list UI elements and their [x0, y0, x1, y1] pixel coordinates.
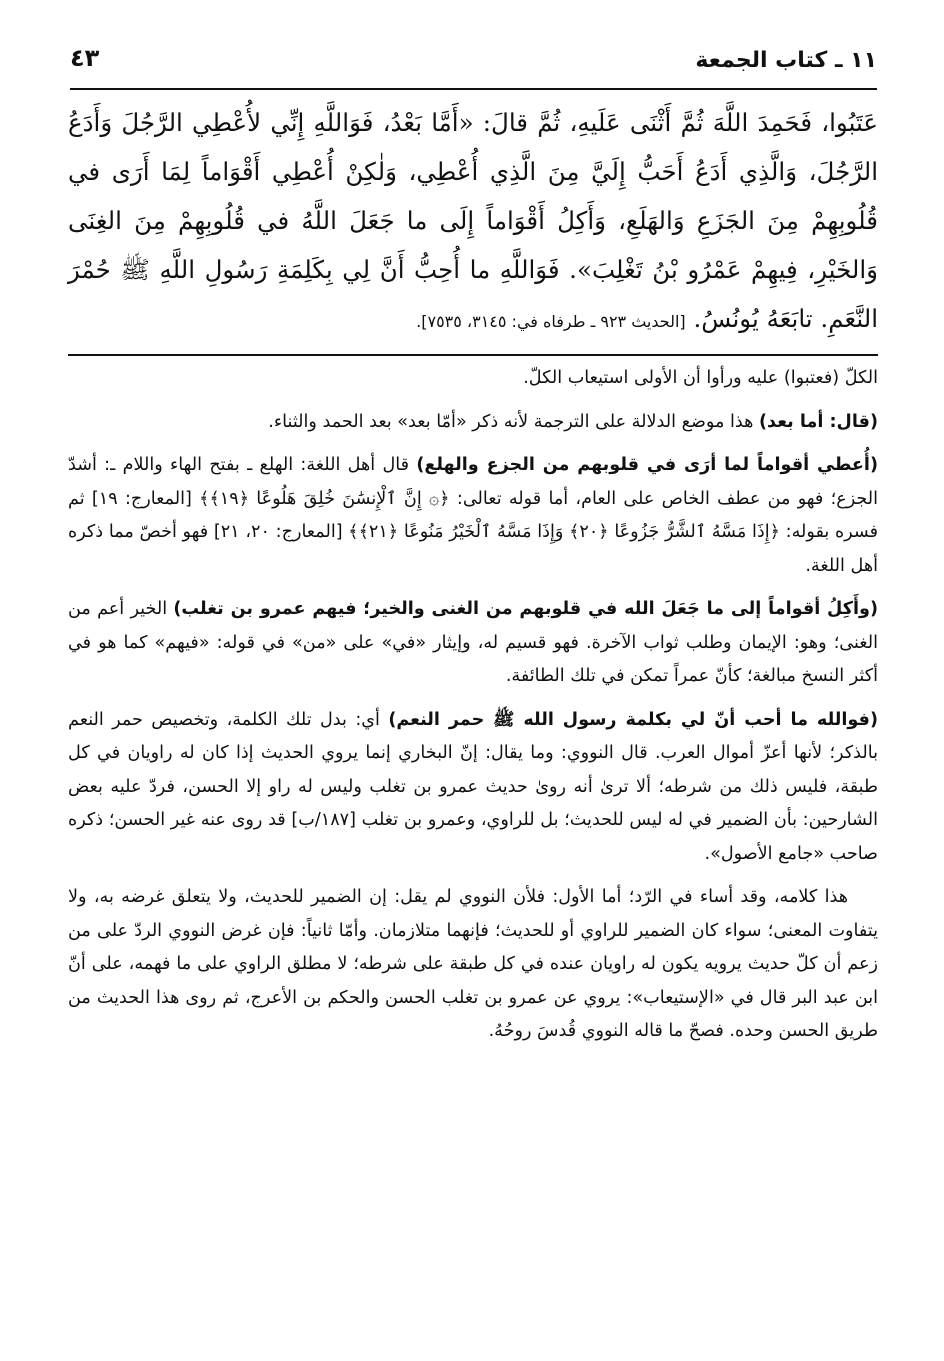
commentary-paragraph: [68, 881, 878, 1049]
page-number: ٤٣: [70, 44, 100, 72]
commentary-lemma: (قال: أما بعد): [759, 411, 878, 432]
commentary-paragraph: [68, 449, 878, 583]
commentary-paragraph: [68, 362, 878, 396]
hadith-text: عَتَبُوا، فَحَمِدَ اللَّهَ ثُمَّ أَثْنَى عَلَيهِ، ثُمَّ قالَ: «أَمَّا بَعْدُ، فَوَاللَّهِ إِنِّي لأُعْطِي الرَّجُلَ وَأَدَعُ الرَّجُلَ، وَالَّذِي أَدَعُ أَحَبُّ إِلَيَّ مِنَ الَّذِي أُعْطِي، وَلٰكِنْ أُعْطِي أَقْوَاماً لِمَا أَرَى في قُلُوبِهِمْ مِنَ الجَزَعِ وَالهَلَعِ، وَأَكِلُ أَقْوَاماً إِلَى ما جَعَلَ اللَّهُ في قُلُوبِهِمْ مِنَ الغِنَى وَالخَيْرِ، فِيهِمْ عَمْرُو بْنُ تَغْلِبَ». فَوَاللَّهِ ما أُحِبُّ أَنَّ لِي بِكَلِمَةِ رَسُولِ اللَّهِ ﷺ حُمْرَ النَّعَمِ. تابَعَهُ يُونُسُ.: [68, 108, 878, 333]
commentary-paragraph: [68, 593, 878, 694]
commentary-block: [68, 362, 878, 1059]
commentary-lemma: (أُعطي أقواماً لما أرَى في قلوبهم من الجزع والهلع): [416, 455, 878, 475]
hadith-reference: [الحديث ٩٢٣ ـ طرفاه في: ٣١٤٥، ٧٥٣٥].: [416, 312, 686, 331]
commentary-text: هذا موضع الدلالة على الترجمة لأنه ذكر «أمّا بعد» بعد الحمد والثناء.: [268, 411, 759, 432]
commentary-text: الخير أعم من الغنى؛ وهو: الإيمان وطلب ثواب الآخرة. فهو قسيم له، وإيثار «في» على «من» في قوله: «فيهم» كما هو في أكثر النسخ مبالغة؛ كأنّ عمراً تمكن في تلك الطائفة.: [68, 599, 878, 686]
section-divider: [68, 354, 878, 356]
hadith-text-block: [68, 98, 878, 346]
commentary-text: أي: بدل تلك الكلمة، وتخصيص حمر النعم بالذكر؛ لأنها أعزّ أموال العرب. قال النووي: وما يقال: إنّ البخاري إنما يروي الحديث إذا كان له راويان في كل طبقة، فليس ذلك من شرطه؛ ألا ترىٰ أنه روىٰ حديث عمرو بن تغلب وليس له راو إلا الحسن، فردّ عليه بعض الشارحين: بأن الضمير في له ليس للحديث؛ بل للراوي، وعمرو بن تغلب [١٨٧/ب] قد روى عنه غير الحسن؛ ذكره صاحب «جامع الأصول».: [68, 709, 878, 864]
commentary-lemma: (وأَكِلُ أقواماً إلى ما جَعَلَ الله في قلوبهم من الغنى والخير؛ فيهم عمرو بن تغلب): [173, 599, 879, 619]
commentary-text: الكلّ (فعتبوا) عليه ورأوا أن الأولى استيعاب الكلّ.: [523, 368, 878, 388]
commentary-text: هذا كلامه، وقد أساء في الرّد؛ أما الأول: فلأن النووي لم يقل: إن الضمير للحديث، ولا يتعلق غرضه به، ولا يتفاوت المعنى؛ سواء كان الضمير للراوي أو للحديث؛ فإنهما متلازمان. وأمّا ثانياً: فإن غرض النووي الردّ على من زعم أن كلّ حديث يرويه يكون له راويان عنده في كل طبقة على شرطه؛ لا مطلق الراوي على ما فهمه، على أنّ ابن عبد البر قال في «الإستيعاب»: يروي عن عمرو بن تغلب الحسن والحكم بن الأعرج، ثم روى هذا الحديث من طريق الحسن وحده. فصحّ ما قاله النووي قُدسَ روحُهُ.: [68, 887, 878, 1041]
running-title: ١١ ـ كتاب الجمعة: [695, 48, 877, 73]
page-header: [70, 40, 877, 90]
commentary-paragraph: [68, 704, 878, 872]
commentary-text: قال أهل اللغة: الهلع ـ بفتح الهاء واللام ـ: أشدّ الجزع؛ فهو من عطف الخاص على العام، أما قوله تعالى: ﴿۞ إِنَّ ٱلْإِنسَٰنَ خُلِقَ هَلُوعًا ﴿١٩﴾﴾ [المعارج: ١٩] ثم فسره بقوله: ﴿إِذَا مَسَّهُ ٱلشَّرُّ جَزُوعًا ﴿٢٠﴾ وَإِذَا مَسَّهُ ٱلْخَيْرُ مَنُوعًا ﴿٢١﴾﴾ [المعارج: ٢٠، ٢١] فهو أخصّ مما ذكره أهل اللغة.: [68, 455, 879, 576]
commentary-lemma: (فوالله ما أحب أنّ لي بكلمة رسول الله ﷺ حمر النعم): [388, 709, 878, 730]
commentary-paragraph: [68, 406, 878, 440]
